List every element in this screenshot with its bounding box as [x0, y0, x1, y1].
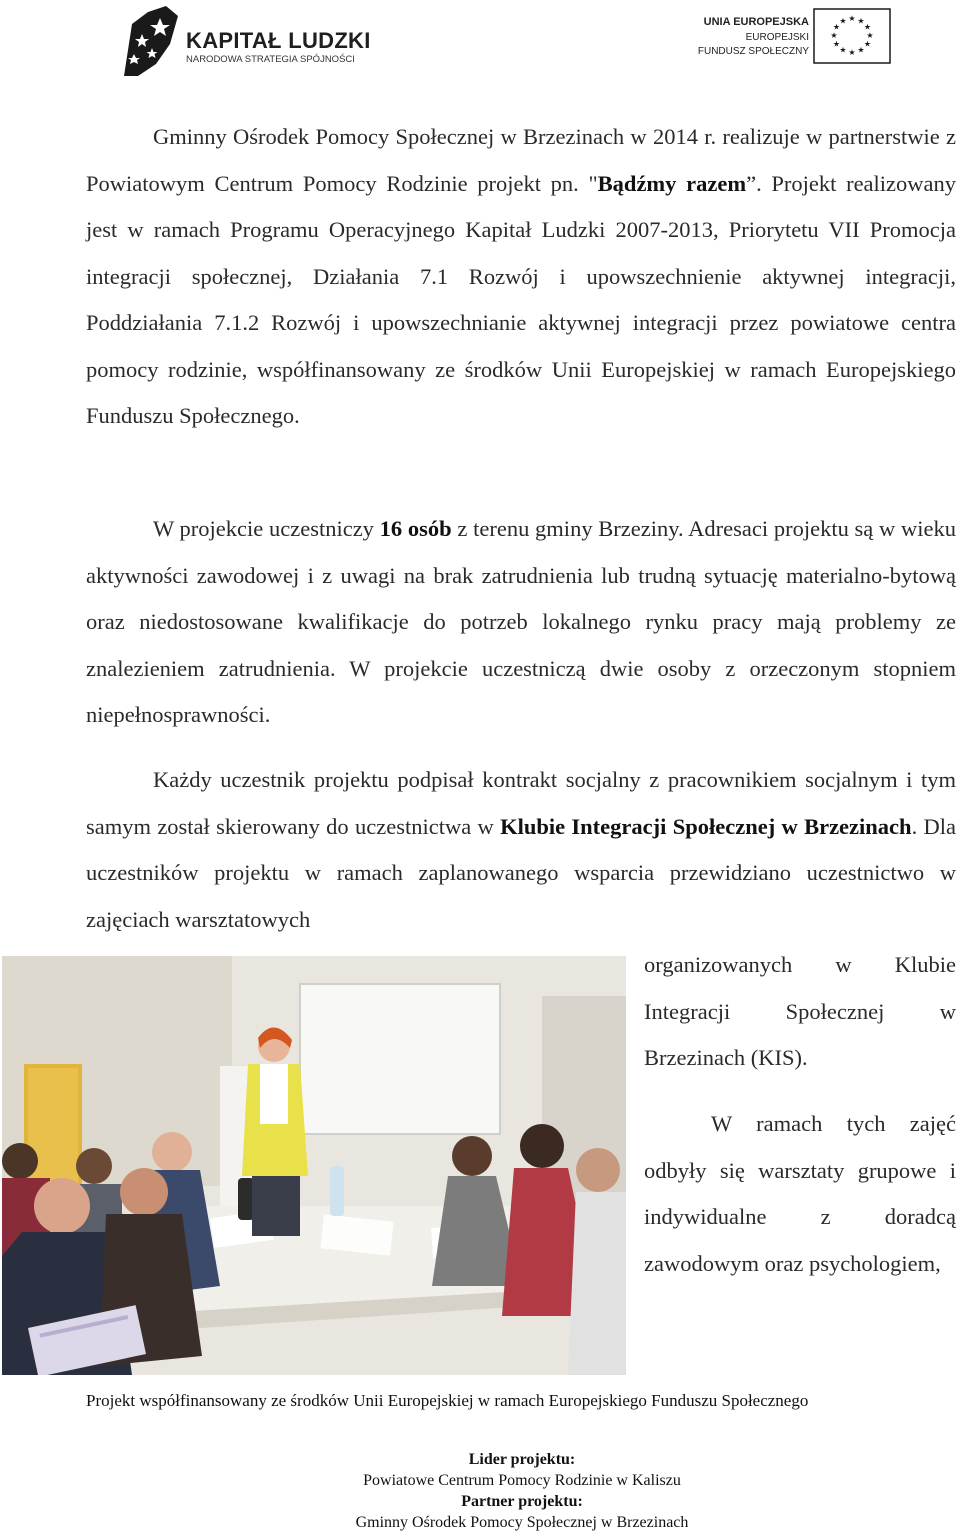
svg-text:★: ★	[839, 16, 847, 26]
kapital-ludzki-subtitle: NARODOWA STRATEGIA SPÓJNOŚCI	[186, 54, 355, 65]
leader-name: Powiatowe Centrum Pomocy Rodzinie w Kaliszu	[363, 1472, 681, 1489]
cofinancing-note: Projekt współfinansowany ze środków Unii Europejskiej w ramach Europejskiego Funduszu Społecznego	[86, 1391, 809, 1410]
paragraph-social-contract: Każdy uczestnik projektu podpisał kontrakt socjalny z pracownikiem socjalnym i tym samym został skierowany do uczestnictwa w Klubie Integracji Społecznej w Brzezinach. Dla uczestników projektu w ramach zaplanowanego wsparcia przewidziano uczestnictwo w zajęciach warsztatowych	[86, 767, 956, 932]
club-name: Klubie Integracji Społecznej w Brzezinach	[500, 813, 912, 839]
eu-line-2: EUROPEJSKI	[745, 32, 809, 43]
partner-name: Gminny Ośrodek Pomocy Społecznej w Brzezinach	[355, 1514, 689, 1531]
svg-text:★: ★	[857, 45, 865, 55]
partner-label: Partner projektu:	[461, 1493, 583, 1510]
paragraph-workshops-location: organizowanych w Klubie Integracji Społecznej w Brzezinach (KIS).	[644, 952, 956, 1070]
eu-flag-icon	[813, 8, 891, 64]
leader-label: Lider projektu:	[468, 1451, 576, 1468]
paragraph-participants: W projekcie uczestniczy 16 osób z terenu gminy Brzeziny. Adresaci projektu są w wieku aktywności zawodowej i z uwagi na brak zatrudnienia lub trudną sytuację materialno-bytową oraz niedostosowane kwalifikacje do potrzeb lokalnego rynku pracy mają problemy ze znalezieniem zatrudnienia. W projekcie uczestniczą dwie osoby z orzeczonym stopniem niepełnosprawności.	[86, 516, 956, 727]
kapital-ludzki-emblem-icon	[118, 4, 184, 80]
svg-text:★: ★	[848, 48, 856, 57]
kapital-ludzki-title: KAPITAŁ LUDZKI	[186, 28, 371, 53]
workshop-photo	[2, 956, 626, 1375]
eu-logo	[697, 8, 897, 68]
workshop-photo-image	[2, 956, 626, 1375]
svg-text:★: ★	[832, 22, 841, 32]
svg-text:★: ★	[866, 31, 874, 40]
svg-text:★: ★	[839, 45, 847, 55]
eu-line-3: FUNDUSZ SPOŁECZNY	[697, 46, 809, 57]
svg-text:★: ★	[848, 14, 856, 23]
svg-text:★: ★	[832, 39, 841, 49]
participant-count: 16 osób	[379, 516, 452, 541]
project-name: Bądźmy razem	[597, 170, 747, 196]
svg-text:★: ★	[863, 39, 872, 49]
kapital-ludzki-logo	[118, 4, 371, 80]
svg-text:★: ★	[857, 16, 865, 26]
paragraph-project-intro: Gminny Ośrodek Pomocy Społecznej w Brzezinach w 2014 r. realizuje w partnerstwie z Powiatowym Centrum Pomocy Rodzinie projekt pn. "Bądźmy razem”. Projekt realizowany jest w ramach Programu Operacyjnego Kapitał Ludzki 2007-2013, Priorytetu VII Promocja integracji społecznej, Działania 7.1 Rozwój i upowszechnienie aktywnej integracji, Poddziałania 7.1.2 Rozwój i upowszechnianie aktywnej integracji przez powiatowe centra pomocy rodzinie, współfinansowany ze środków Unii Europejskiej w ramach Europejskiego Funduszu Społecznego.	[86, 124, 957, 428]
svg-text:★: ★	[863, 22, 872, 32]
paragraph-workshops-details: W ramach tych zajęć odbyły się warsztaty grupowe i indywidualne z doradcą zawodowym oraz psychologiem,	[644, 1111, 956, 1276]
eu-line-1: UNIA EUROPEJSKA	[703, 16, 809, 28]
svg-text:★: ★	[830, 31, 838, 40]
